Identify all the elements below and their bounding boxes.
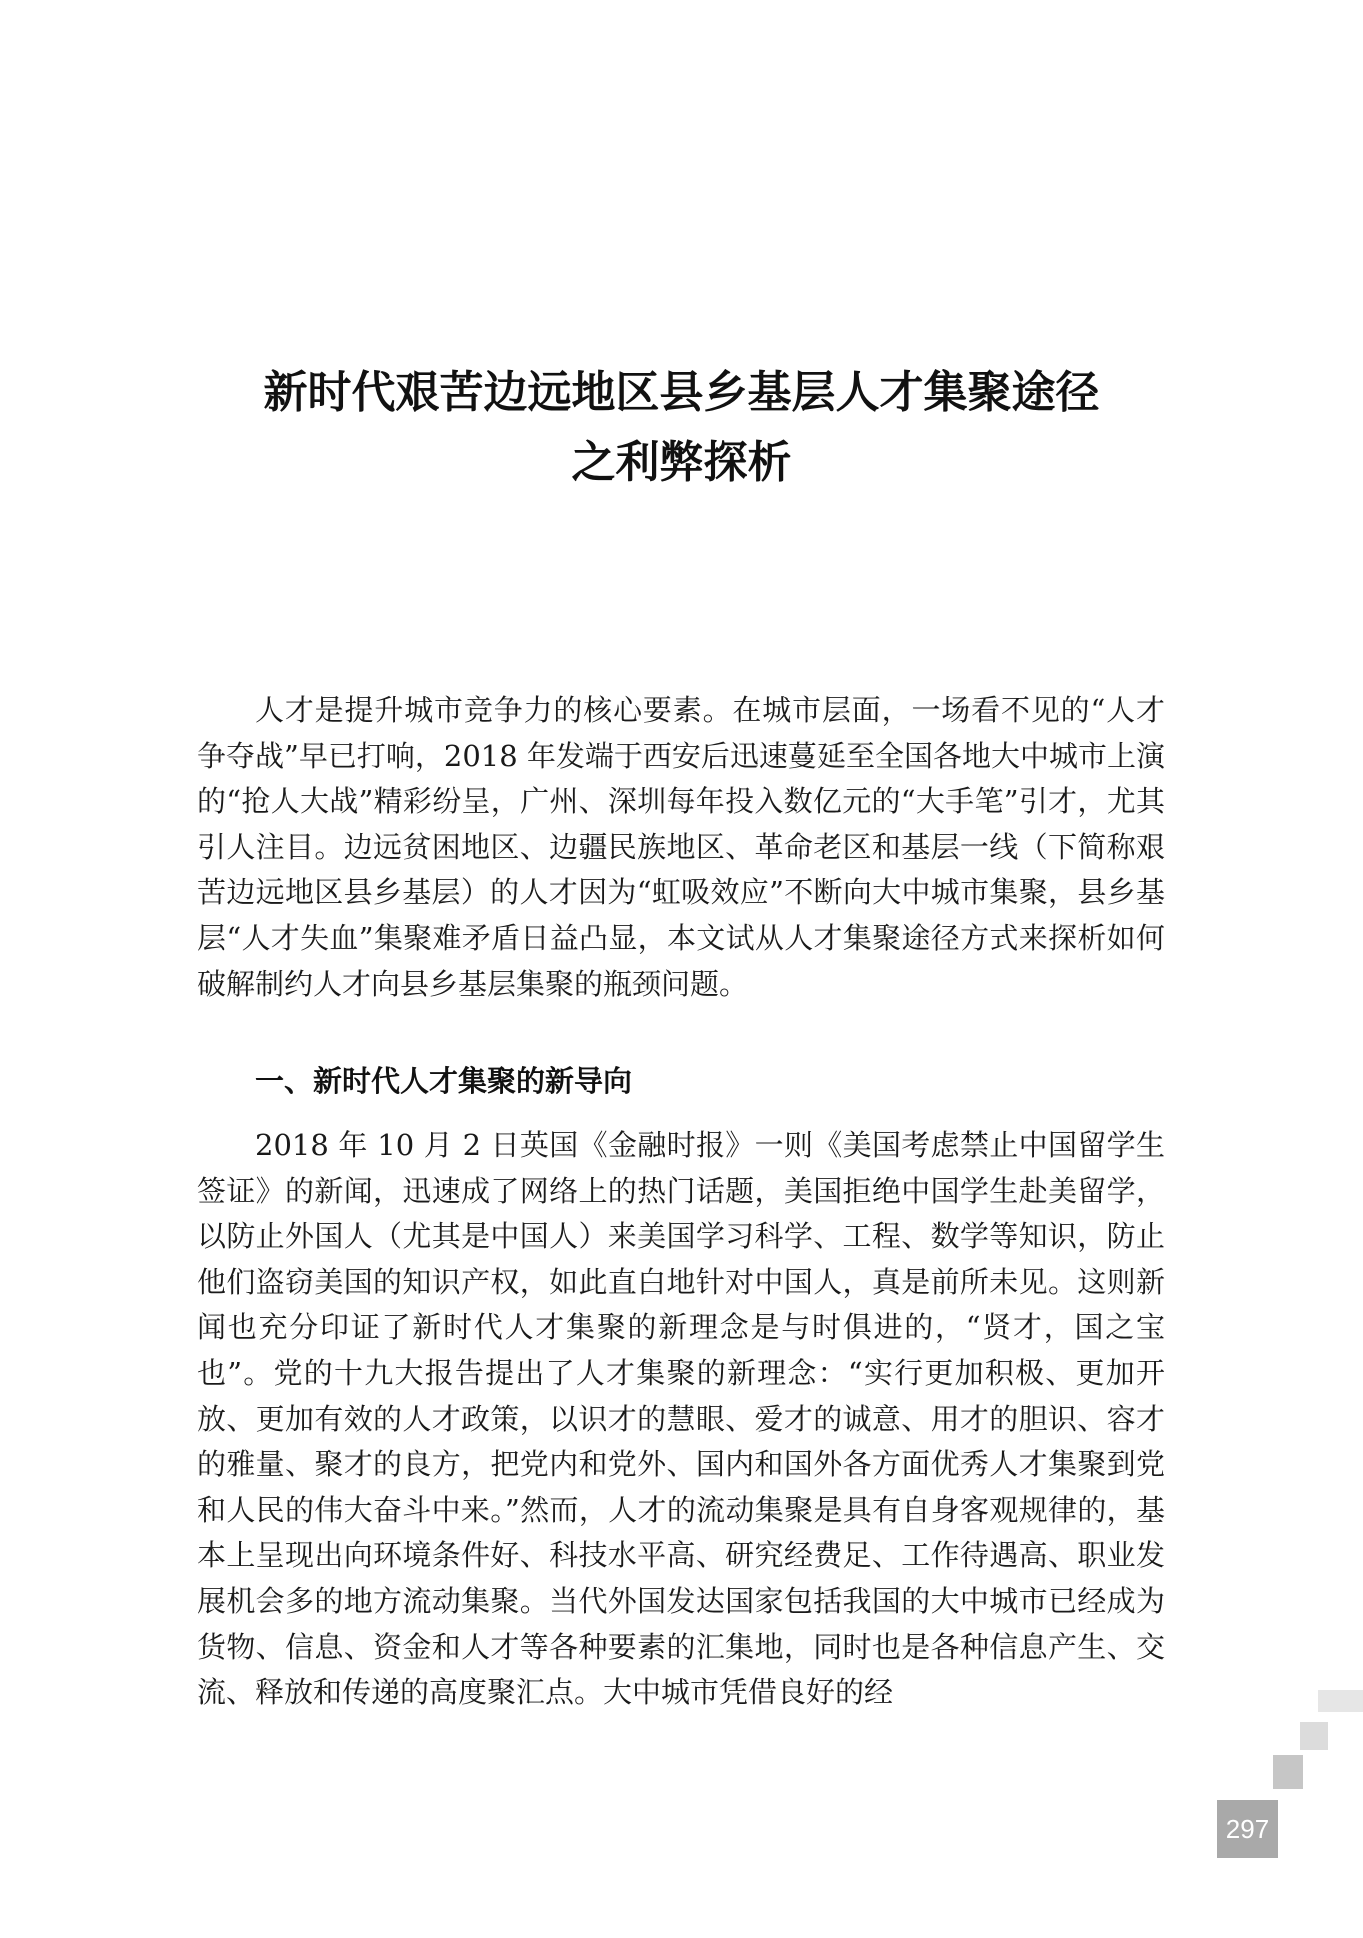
- decorative-square: [1300, 1722, 1328, 1750]
- page-number: 297: [1217, 1800, 1278, 1858]
- decorative-square: [1318, 1690, 1363, 1712]
- article-title-line-1: 新时代艰苦边远地区县乡基层人才集聚途径: [263, 367, 1100, 418]
- article-title-line-2: 之利弊探析: [571, 437, 792, 488]
- article-title: [150, 358, 1213, 498]
- section-paragraph: 2018 年 10 月 2 日英国《金融时报》一则《美国考虑禁止中国留学生签证》的新闻，迅速成了网络上的热门话题，美国拒绝中国学生赴美留学，以防止外国人（尤其是中国人）来美国学习科学、工程、数学等知识，防止他们盗窃美国的知识产权，如此直白地针对中国人，真是前所未见。这则新闻也充分印证了新时代人才集聚的新理念是与时俱进的，“贤才，国之宝也”。党的十九大报告提出了人才集聚的新理念：“实行更加积极、更加开放、更加有效的人才政策，以识才的慧眼、爱才的诚意、用才的胆识、容才的雅量、聚才的良方，把党内和党外、国内和国外各方面优秀人才集聚到党和人民的伟大奋斗中来。”然而，人才的流动集聚是具有自身客观规律的，基本上呈现出向环境条件好、科技水平高、研究经费足、工作待遇高、职业发展机会多的地方流动集聚。当代外国发达国家包括我国的大中城市已经成为货物、信息、资金和人才等各种要素的汇集地，同时也是各种信息产生、交流、释放和传递的高度聚汇点。大中城市凭借良好的经: [197, 1128, 1165, 1710]
- section-heading: 一、新时代人才集聚的新导向: [255, 1064, 633, 1098]
- intro-paragraph: 人才是提升城市竞争力的核心要素。在城市层面，一场看不见的“人才争夺战”早已打响，2018 年发端于西安后迅速蔓延至全国各地大中城市上演的“抢人大战”精彩纷呈，广州、深圳每年投入数亿元的“大手笔”引才，尤其引人注目。边远贫困地区、边疆民族地区、革命老区和基层一线（下简称艰苦边远地区县乡基层）的人才因为“虹吸效应”不断向大中城市集聚，县乡基层“人才失血”集聚难矛盾日益凸显，本文试从人才集聚途径方式来探析如何破解制约人才向县乡基层集聚的瓶颈问题。: [197, 693, 1165, 1001]
- decorative-square: [1273, 1755, 1303, 1789]
